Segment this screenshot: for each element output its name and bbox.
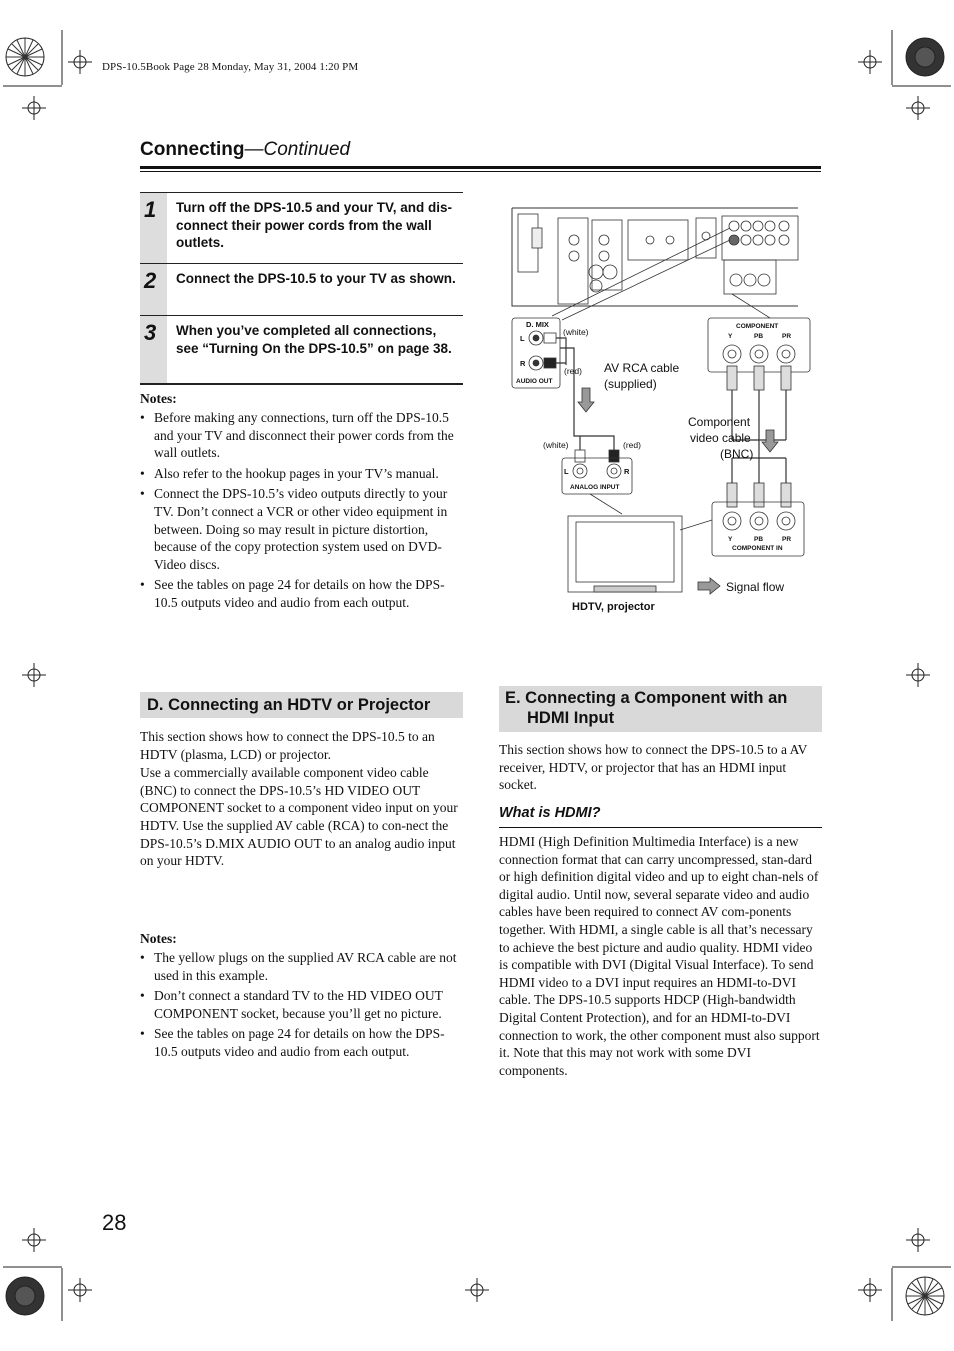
dmix-r-label: R (520, 359, 526, 368)
note-item: • See the tables on page 24 for details on how the DPS-10.5 outputs video and audio from each output. (140, 576, 463, 611)
note-item: • Also refer to the hookup pages in your TV’s manual. (140, 465, 463, 483)
step (140, 315, 463, 385)
signal-flow-label: Signal flow (726, 580, 785, 594)
title-rule-thin (140, 171, 821, 172)
note-item: • See the tables on page 24 for details on how the DPS-10.5 outputs video and audio from each output. (140, 1025, 463, 1060)
page-title (140, 139, 350, 161)
comp-cable-label-2: video cable (690, 431, 751, 445)
comp-pb-label: PB (754, 333, 764, 340)
compin-pr-label: PR (782, 536, 792, 543)
analog-l-label: L (564, 467, 569, 476)
comp-cable-label: Component (688, 415, 751, 429)
title-rule (140, 166, 821, 169)
comp-pr-label: PR (782, 333, 792, 340)
step-number: 3 (140, 316, 167, 383)
step-text: Turn off the DPS-10.5 and your TV, and dis-connect their power cords from the wall outlets. (176, 200, 453, 250)
hdtv-label: HDTV, projector (572, 601, 655, 613)
note-item: • Connect the DPS-10.5’s video outputs directly to your TV. Don’t connect a VCR or other video equipment in between. Doing so may result in picture distortion, because of the copy protection system used on DVD-Video discs. (140, 485, 463, 573)
section-e-title-line1: E. Connecting a Component with an (505, 689, 788, 707)
compin-pb-label: PB (754, 536, 764, 543)
section-d-title: D. Connecting an HDTV or Projector (147, 696, 431, 714)
step (140, 263, 463, 315)
section-e-intro: This section shows how to connect the DPS-10.5 to a AV receiver, HDTV, or projector that has an HDMI input socket. (499, 742, 808, 793)
step-number: 2 (140, 264, 167, 315)
dmix-label: D. MIX (526, 320, 549, 329)
section-e-heading (499, 686, 822, 732)
av-cable-supplied: (supplied) (604, 377, 657, 391)
section-e-title-line2: HDMI Input (527, 709, 615, 727)
subheading-rule (499, 827, 822, 828)
hdmi-body: HDMI (High Definition Multimedia Interface) is a new connection format that can carry uncompressed, stan-dard or high definition digital video and up to eight chan-nels of digital audio. Until now, several separate video and audio cables have been required to connect AV com-ponents together. With HDMI, a single cable is all that’s necessary to achieve the best picture and audio quality. HDMI video is compatible with DVI (Digital Visual Interface). To send HDMI video to a DVI input requires an HDMI-to-DVI cable. The DPS-10.5 supports HDCP (High-bandwidth Digital Content Protection), and for an HDMI-to-DVI connection to work, the other component must also support it. Note that this may not work with some DVI components. (499, 834, 820, 1078)
red-label-2: (red) (623, 440, 641, 450)
page-title-suffix: —Continued (244, 139, 351, 160)
av-cable-label: AV RCA cable (604, 361, 680, 375)
white-label-2: (white) (543, 440, 569, 450)
hdmi-subheading: What is HDMI? (499, 805, 601, 821)
print-header: DPS-10.5Book Page 28 Monday, May 31, 2004 1:20 PM (102, 61, 359, 73)
note-item: • The yellow plugs on the supplied AV RCA cable are not used in this example. (140, 949, 463, 984)
notes-title: Notes: (140, 931, 177, 946)
note-item: • Before making any connections, turn off the DPS-10.5 and your TV and disconnect their power cords from the wall outlets. (140, 409, 463, 462)
note-item: • Don’t connect a standard TV to the HD VIDEO OUT COMPONENT socket, because you’ll get no picture. (140, 987, 463, 1022)
section-d-notes (140, 931, 463, 1064)
section-d-paragraph: Use a commercially available component video cable (BNC) to connect the DPS-10.5’s HD VIDEO OUT COMPONENT socket to a component video input on your HDTV. Use the supplied AV cable (RCA) to con-nect the DPS-10.5’s D.MIX AUDIO OUT to an analog audio input on your HDTV. (140, 765, 458, 869)
connection-diagram (500, 200, 820, 620)
step-number: 1 (140, 193, 167, 263)
section-d-heading (140, 692, 463, 718)
compin-y-label: Y (728, 536, 733, 543)
page-title-main: Connecting (140, 139, 245, 160)
comp-y-label: Y (728, 333, 733, 340)
notes-title: Notes: (140, 391, 177, 406)
section-d-body (140, 728, 463, 871)
comp-cable-bnc: (BNC) (720, 447, 754, 461)
notes-top (140, 391, 463, 615)
audio-out-label: AUDIO OUT (516, 378, 553, 385)
page-number: 28 (102, 1210, 127, 1235)
white-label: (white) (563, 327, 589, 337)
red-label: (red) (564, 366, 582, 376)
steps-list (140, 192, 463, 385)
analog-r-label: R (624, 467, 630, 476)
analog-input-label: ANALOG INPUT (570, 484, 620, 491)
section-d-paragraph: This section shows how to connect the DPS-10.5 to an HDTV (plasma, LCD) or projector. (140, 729, 435, 762)
component-in-label: COMPONENT IN (732, 545, 783, 552)
dmix-l-label: L (520, 334, 525, 343)
step (140, 192, 463, 263)
step-text: Connect the DPS-10.5 to your TV as shown. (176, 271, 456, 286)
step-text: When you’ve completed all connections, see “Turning On the DPS-10.5” on page 38. (176, 323, 452, 356)
component-out-label: COMPONENT (736, 323, 779, 330)
